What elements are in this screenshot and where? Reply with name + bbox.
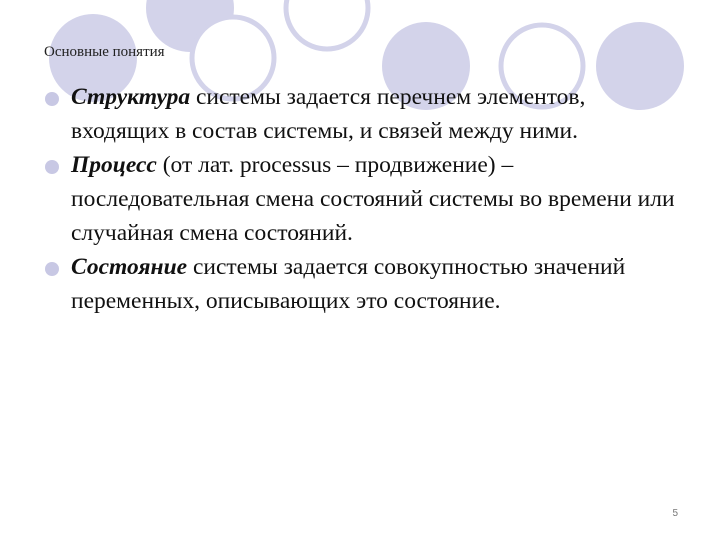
bullet-term: Структура [71,84,191,110]
bullet-text: (от лат. processus – продвижение) – последовательная смена состояний системы во времени или случайная смена состояний. [71,152,675,246]
bullet-marker-icon [45,92,59,106]
bullet-item [44,80,684,148]
bullet-term: Процесс [71,152,157,178]
bullet-marker-icon [45,262,59,276]
bullet-term: Состояние [71,254,188,280]
bullet-list [44,80,684,318]
bullet-text: системы задается перечнем элементов, входящих в состав системы, и связей между ними. [71,84,586,144]
deco-circle-ring [286,0,368,49]
slide-title: Основные понятия [44,44,165,60]
page-number: 5 [672,508,678,519]
bullet-text: системы задается совокупностью значений переменных, описывающих это состояние. [71,254,626,314]
bullet-item [44,250,684,318]
bullet-marker-icon [45,160,59,174]
bullet-item [44,148,684,250]
